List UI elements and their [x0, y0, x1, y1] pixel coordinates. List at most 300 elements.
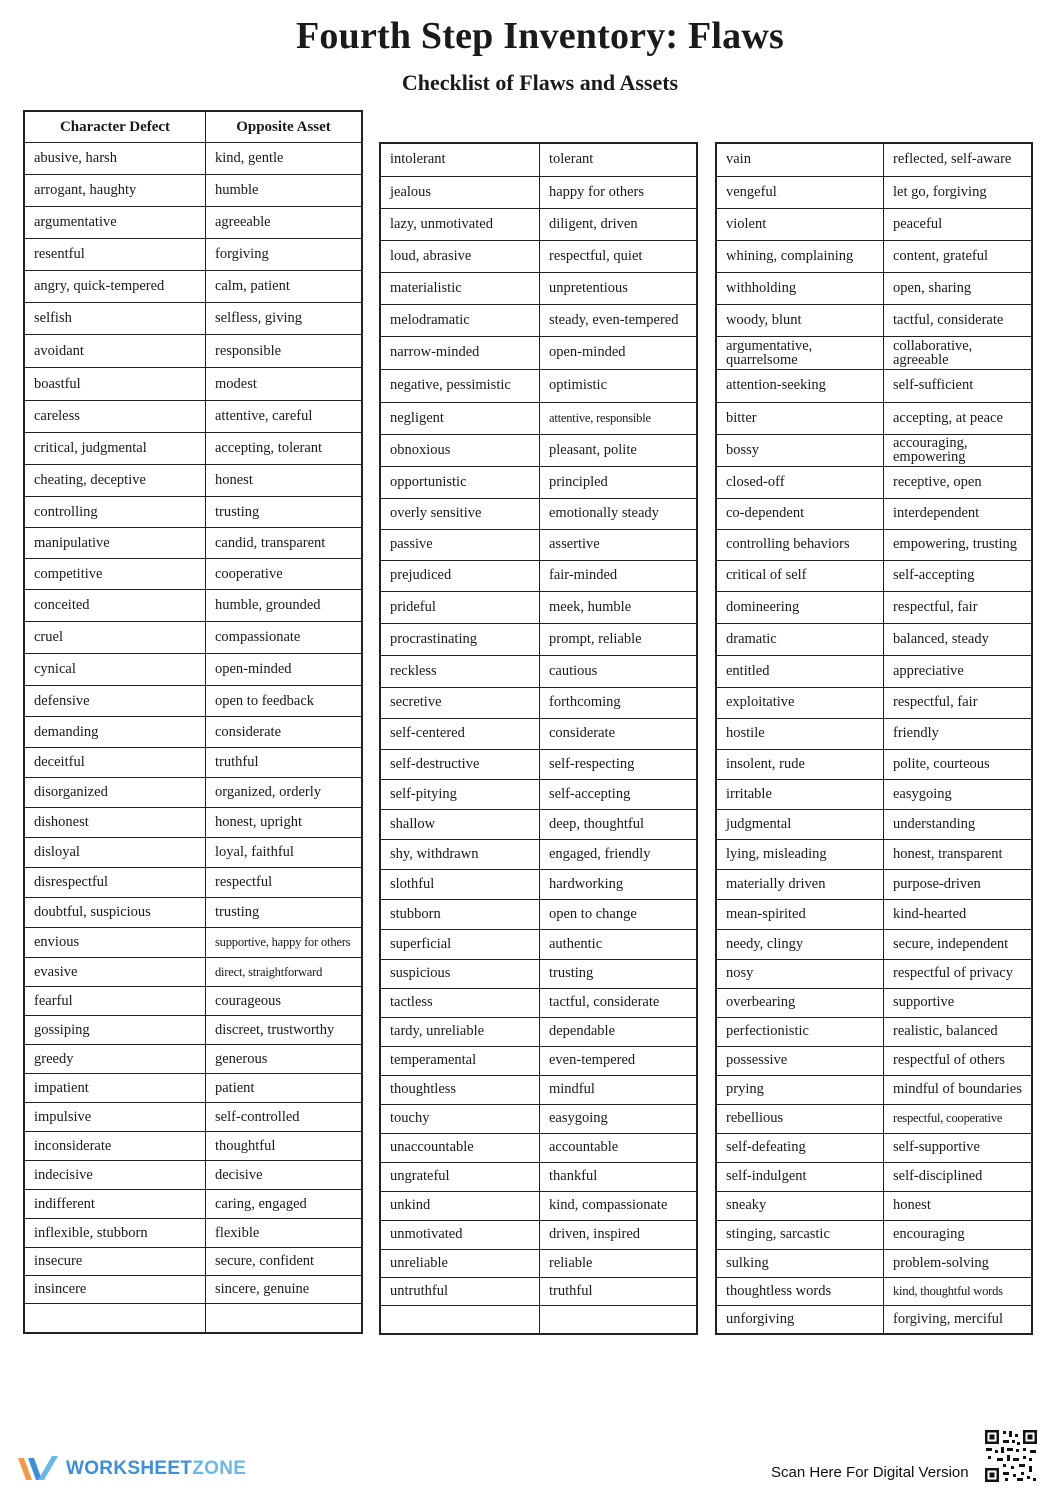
opposite-asset-cell: hardworking — [540, 869, 698, 899]
table-row — [716, 466, 1032, 498]
table-row — [24, 987, 362, 1016]
opposite-asset-cell: tolerant — [540, 143, 698, 176]
character-defect-cell: stinging, sarcastic — [716, 1220, 884, 1249]
opposite-asset-cell: open to feedback — [206, 686, 363, 717]
opposite-asset-cell: principled — [540, 466, 698, 498]
character-defect-cell: boastful — [24, 368, 206, 401]
table-row — [380, 988, 697, 1017]
table-row — [380, 529, 697, 560]
character-defect-cell: melodramatic — [380, 304, 540, 336]
character-defect-cell: prideful — [380, 591, 540, 623]
worksheetzone-logo-icon — [16, 1452, 60, 1486]
opposite-asset-cell: reliable — [540, 1249, 698, 1277]
opposite-asset-cell: agreeable — [206, 207, 363, 239]
character-defect-cell: suspicious — [380, 959, 540, 988]
character-defect-cell: exploitative — [716, 687, 884, 718]
table-row — [380, 809, 697, 839]
opposite-asset-cell: trusting — [206, 497, 363, 528]
table-row — [380, 929, 697, 959]
character-defect-cell: prejudiced — [380, 560, 540, 591]
table-row — [380, 434, 697, 466]
character-defect-cell: controlling behaviors — [716, 529, 884, 560]
character-defect-cell: prying — [716, 1075, 884, 1104]
table-row — [380, 839, 697, 869]
character-defect-cell: materially driven — [716, 869, 884, 899]
table-row — [380, 1046, 697, 1075]
opposite-asset-cell: thankful — [540, 1162, 698, 1191]
character-defect-cell: jealous — [380, 176, 540, 208]
opposite-asset-cell: humble — [206, 175, 363, 207]
table-row — [24, 748, 362, 778]
table-row — [716, 929, 1032, 959]
opposite-asset-cell: generous — [206, 1045, 363, 1074]
character-defect-cell: cruel — [24, 622, 206, 654]
table-row — [380, 1104, 697, 1133]
character-defect-cell: unmotivated — [380, 1220, 540, 1249]
character-defect-cell: inconsiderate — [24, 1132, 206, 1161]
character-defect-cell: narrow-minded — [380, 336, 540, 369]
table-row — [24, 401, 362, 433]
character-defect-cell: conceited — [24, 590, 206, 622]
table-row — [716, 959, 1032, 988]
opposite-asset-cell: accepting, at peace — [884, 402, 1032, 434]
opposite-asset-cell: receptive, open — [884, 466, 1032, 498]
opposite-asset-cell: open to change — [540, 899, 698, 929]
character-defect-cell — [380, 1305, 540, 1334]
table-row — [716, 176, 1032, 208]
character-defect-cell: greedy — [24, 1045, 206, 1074]
opposite-asset-cell: driven, inspired — [540, 1220, 698, 1249]
opposite-asset-cell: flexible — [206, 1219, 363, 1248]
opposite-asset-cell: cautious — [540, 655, 698, 687]
opposite-asset-cell: self-supportive — [884, 1133, 1032, 1162]
table-row — [24, 271, 362, 303]
character-defect-cell: gossiping — [24, 1016, 206, 1045]
opposite-asset-cell: open, sharing — [884, 272, 1032, 304]
table-row — [24, 717, 362, 748]
character-defect-cell: untruthful — [380, 1277, 540, 1305]
opposite-asset-cell: kind, gentle — [206, 143, 363, 175]
table-row — [380, 176, 697, 208]
opposite-asset-cell: dependable — [540, 1017, 698, 1046]
character-defect-cell: sneaky — [716, 1191, 884, 1220]
character-defect-cell: judgmental — [716, 809, 884, 839]
opposite-asset-cell: considerate — [540, 718, 698, 749]
opposite-asset-cell: steady, even-tempered — [540, 304, 698, 336]
table-row — [24, 465, 362, 497]
opposite-asset-cell: open-minded — [540, 336, 698, 369]
table-row — [380, 369, 697, 402]
table-row — [24, 622, 362, 654]
table-row — [716, 1191, 1032, 1220]
character-defect-cell: ungrateful — [380, 1162, 540, 1191]
character-defect-cell: negative, pessimistic — [380, 369, 540, 402]
logo-text — [66, 1458, 246, 1480]
table-row — [716, 749, 1032, 779]
opposite-asset-cell: friendly — [884, 718, 1032, 749]
scan-prompt: Scan Here For Digital Version — [771, 1464, 969, 1481]
character-defect-cell: woody, blunt — [716, 304, 884, 336]
opposite-asset-cell: happy for others — [540, 176, 698, 208]
opposite-asset-cell: secure, independent — [884, 929, 1032, 959]
opposite-asset-cell: engaged, friendly — [540, 839, 698, 869]
table-row — [716, 272, 1032, 304]
table-row — [716, 498, 1032, 529]
table-row — [380, 498, 697, 529]
table-row — [716, 336, 1032, 369]
character-defect-cell: self-centered — [380, 718, 540, 749]
character-defect-cell: closed-off — [716, 466, 884, 498]
table-row — [380, 466, 697, 498]
opposite-asset-cell: caring, engaged — [206, 1190, 363, 1219]
character-defect-cell: disrespectful — [24, 868, 206, 898]
table-row — [24, 838, 362, 868]
opposite-asset-cell: emotionally steady — [540, 498, 698, 529]
opposite-asset-cell: accountable — [540, 1133, 698, 1162]
opposite-asset-cell: modest — [206, 368, 363, 401]
opposite-asset-cell: kind, compassionate — [540, 1191, 698, 1220]
character-defect-cell: withholding — [716, 272, 884, 304]
opposite-asset-cell: self-accepting — [540, 779, 698, 809]
logo-text-zone: ZONE — [192, 1458, 247, 1479]
character-defect-cell: argumentative — [24, 207, 206, 239]
opposite-asset-cell: peaceful — [884, 208, 1032, 240]
table-row — [716, 988, 1032, 1017]
table-row — [380, 687, 697, 718]
character-defect-cell: cheating, deceptive — [24, 465, 206, 497]
character-defect-cell: secretive — [380, 687, 540, 718]
table-row — [24, 1103, 362, 1132]
table-row — [380, 560, 697, 591]
character-defect-cell: slothful — [380, 869, 540, 899]
opposite-asset-cell: trusting — [206, 898, 363, 928]
table-row — [24, 335, 362, 368]
character-defect-cell: manipulative — [24, 528, 206, 559]
character-defect-cell: abusive, harsh — [24, 143, 206, 175]
table-row — [380, 718, 697, 749]
opposite-asset-cell: thoughtful — [206, 1132, 363, 1161]
opposite-asset-cell: calm, patient — [206, 271, 363, 303]
character-defect-cell: obnoxious — [380, 434, 540, 466]
opposite-asset-cell: decisive — [206, 1161, 363, 1190]
table-row — [380, 655, 697, 687]
character-defect-cell: attention-seeking — [716, 369, 884, 402]
opposite-asset-cell: forgiving, merciful — [884, 1305, 1032, 1334]
table-row — [24, 808, 362, 838]
character-defect-cell: bossy — [716, 434, 884, 466]
character-defect-cell: arrogant, haughty — [24, 175, 206, 207]
opposite-asset-cell: attentive, responsible — [540, 402, 698, 434]
opposite-asset-cell: easygoing — [540, 1104, 698, 1133]
character-defect-cell: deceitful — [24, 748, 206, 778]
character-defect-cell: fearful — [24, 987, 206, 1016]
table-row — [716, 591, 1032, 623]
opposite-asset-cell: accouraging, empowering — [884, 434, 1032, 466]
table-row — [24, 1016, 362, 1045]
character-defect-cell: superficial — [380, 929, 540, 959]
character-defect-cell: entitled — [716, 655, 884, 687]
opposite-asset-cell: kind, thoughtful words — [884, 1277, 1032, 1305]
table-body-2 — [380, 143, 697, 1334]
table-row — [24, 958, 362, 987]
opposite-asset-cell: pleasant, polite — [540, 434, 698, 466]
opposite-asset-cell: respectful, quiet — [540, 240, 698, 272]
table-row — [380, 1162, 697, 1191]
opposite-asset-cell: realistic, balanced — [884, 1017, 1032, 1046]
character-defect-cell: unforgiving — [716, 1305, 884, 1334]
table-row — [380, 143, 697, 176]
table-row — [380, 240, 697, 272]
opposite-asset-cell: understanding — [884, 809, 1032, 839]
table-row — [380, 779, 697, 809]
opposite-asset-cell: easygoing — [884, 779, 1032, 809]
character-defect-cell: shallow — [380, 809, 540, 839]
table-row — [716, 402, 1032, 434]
table-row — [380, 959, 697, 988]
table-row — [380, 1249, 697, 1277]
character-defect-cell: self-defeating — [716, 1133, 884, 1162]
opposite-asset-cell: authentic — [540, 929, 698, 959]
character-defect-cell: passive — [380, 529, 540, 560]
table-row — [24, 1045, 362, 1074]
character-defect-cell: nosy — [716, 959, 884, 988]
character-defect-cell: hostile — [716, 718, 884, 749]
character-defect-cell: irritable — [716, 779, 884, 809]
character-defect-cell: envious — [24, 928, 206, 958]
table-row — [24, 1132, 362, 1161]
character-defect-cell: avoidant — [24, 335, 206, 368]
character-defect-cell: tardy, unreliable — [380, 1017, 540, 1046]
table-row — [716, 687, 1032, 718]
opposite-asset-cell: encouraging — [884, 1220, 1032, 1249]
table-row — [380, 1191, 697, 1220]
opposite-asset-cell: direct, straightforward — [206, 958, 363, 987]
opposite-asset-cell: self-disciplined — [884, 1162, 1032, 1191]
character-defect-cell: unkind — [380, 1191, 540, 1220]
opposite-asset-cell: patient — [206, 1074, 363, 1103]
table-row — [716, 1017, 1032, 1046]
table-row — [716, 899, 1032, 929]
opposite-asset-cell: discreet, trustworthy — [206, 1016, 363, 1045]
opposite-asset-cell: sincere, genuine — [206, 1276, 363, 1304]
opposite-asset-cell: honest — [206, 465, 363, 497]
character-defect-cell: angry, quick-tempered — [24, 271, 206, 303]
opposite-asset-cell: responsible — [206, 335, 363, 368]
table-row — [24, 175, 362, 207]
opposite-asset-cell: self-accepting — [884, 560, 1032, 591]
character-defect-cell: self-indulgent — [716, 1162, 884, 1191]
opposite-asset-cell: prompt, reliable — [540, 623, 698, 655]
opposite-asset-cell: truthful — [540, 1277, 698, 1305]
opposite-asset-cell: honest, transparent — [884, 839, 1032, 869]
character-defect-cell: self-destructive — [380, 749, 540, 779]
table-row — [380, 899, 697, 929]
character-defect-cell: mean-spirited — [716, 899, 884, 929]
table-row — [24, 368, 362, 401]
table-row — [716, 560, 1032, 591]
opposite-asset-cell: respectful — [206, 868, 363, 898]
table-row — [380, 304, 697, 336]
character-defect-cell: resentful — [24, 239, 206, 271]
opposite-asset-cell: self-respecting — [540, 749, 698, 779]
opposite-asset-cell: even-tempered — [540, 1046, 698, 1075]
opposite-asset-cell: trusting — [540, 959, 698, 988]
table-row — [716, 655, 1032, 687]
character-defect-cell: reckless — [380, 655, 540, 687]
opposite-asset-cell: selfless, giving — [206, 303, 363, 335]
opposite-asset-cell: attentive, careful — [206, 401, 363, 433]
character-defect-cell: vengeful — [716, 176, 884, 208]
table-row — [380, 749, 697, 779]
character-defect-cell: lying, misleading — [716, 839, 884, 869]
character-defect-cell: violent — [716, 208, 884, 240]
page-title: Fourth Step Inventory: Flaws — [296, 15, 784, 57]
opposite-asset-cell: self-sufficient — [884, 369, 1032, 402]
table-row — [716, 869, 1032, 899]
character-defect-cell: overly sensitive — [380, 498, 540, 529]
opposite-asset-cell: humble, grounded — [206, 590, 363, 622]
table-row — [380, 1220, 697, 1249]
opposite-asset-cell: tactful, considerate — [884, 304, 1032, 336]
character-defect-cell: controlling — [24, 497, 206, 528]
qr-code-icon[interactable] — [983, 1428, 1039, 1484]
character-defect-cell: vain — [716, 143, 884, 176]
character-defect-cell: co-dependent — [716, 498, 884, 529]
opposite-asset-cell: loyal, faithful — [206, 838, 363, 868]
table-row — [716, 1305, 1032, 1334]
opposite-asset-cell: honest, upright — [206, 808, 363, 838]
table-header-row — [24, 111, 362, 143]
character-defect-cell: rebellious — [716, 1104, 884, 1133]
table-row — [716, 1220, 1032, 1249]
character-defect-cell: thoughtless words — [716, 1277, 884, 1305]
opposite-asset-cell: supportive, happy for others — [206, 928, 363, 958]
opposite-asset-cell: accepting, tolerant — [206, 433, 363, 465]
table-row — [24, 433, 362, 465]
opposite-asset-cell: content, grateful — [884, 240, 1032, 272]
character-defect-cell: competitive — [24, 559, 206, 590]
opposite-asset-cell: compassionate — [206, 622, 363, 654]
worksheetzone-logo[interactable] — [16, 1452, 246, 1486]
inventory-table-2 — [379, 142, 698, 1335]
table-row — [24, 1304, 362, 1333]
table-row — [716, 809, 1032, 839]
character-defect-cell: shy, withdrawn — [380, 839, 540, 869]
character-defect-cell — [24, 1304, 206, 1333]
inventory-table-1 — [23, 110, 363, 1334]
character-defect-cell: indecisive — [24, 1161, 206, 1190]
table-row — [24, 1219, 362, 1248]
table-row — [716, 143, 1032, 176]
opposite-asset-cell: supportive — [884, 988, 1032, 1017]
table-row — [716, 1075, 1032, 1104]
opposite-asset-cell: diligent, driven — [540, 208, 698, 240]
opposite-asset-cell: unpretentious — [540, 272, 698, 304]
table-row — [24, 1074, 362, 1103]
character-defect-cell: insolent, rude — [716, 749, 884, 779]
opposite-asset-cell: interdependent — [884, 498, 1032, 529]
table-row — [716, 208, 1032, 240]
opposite-asset-cell: balanced, steady — [884, 623, 1032, 655]
opposite-asset-cell: mindful of boundaries — [884, 1075, 1032, 1104]
character-defect-cell: whining, complaining — [716, 240, 884, 272]
character-defect-cell: defensive — [24, 686, 206, 717]
table-row — [380, 869, 697, 899]
opposite-asset-cell: let go, forgiving — [884, 176, 1032, 208]
table-row — [716, 369, 1032, 402]
opposite-asset-cell: courageous — [206, 987, 363, 1016]
table-row — [24, 868, 362, 898]
table-row — [24, 898, 362, 928]
opposite-asset-cell: cooperative — [206, 559, 363, 590]
opposite-asset-cell: honest — [884, 1191, 1032, 1220]
table-body-1 — [24, 143, 362, 1333]
character-defect-cell: impulsive — [24, 1103, 206, 1132]
opposite-asset-cell: forgiving — [206, 239, 363, 271]
character-defect-cell: insincere — [24, 1276, 206, 1304]
character-defect-cell: materialistic — [380, 272, 540, 304]
opposite-asset-cell: problem-solving — [884, 1249, 1032, 1277]
opposite-asset-cell: appreciative — [884, 655, 1032, 687]
table-row — [716, 434, 1032, 466]
character-defect-cell: opportunistic — [380, 466, 540, 498]
character-defect-cell: loud, abrasive — [380, 240, 540, 272]
table-row — [716, 1104, 1032, 1133]
table-row — [716, 1162, 1032, 1191]
opposite-asset-cell: optimistic — [540, 369, 698, 402]
opposite-asset-cell: respectful, fair — [884, 591, 1032, 623]
character-defect-cell: negligent — [380, 402, 540, 434]
opposite-asset-cell: respectful, cooperative — [884, 1104, 1032, 1133]
table-row — [716, 718, 1032, 749]
table-row — [716, 839, 1032, 869]
character-defect-cell: disorganized — [24, 778, 206, 808]
character-defect-cell: lazy, unmotivated — [380, 208, 540, 240]
opposite-asset-cell: meek, humble — [540, 591, 698, 623]
opposite-asset-cell: respectful of privacy — [884, 959, 1032, 988]
character-defect-cell: evasive — [24, 958, 206, 987]
opposite-asset-cell: empowering, trusting — [884, 529, 1032, 560]
table-row — [716, 623, 1032, 655]
table-row — [24, 654, 362, 686]
table-row — [24, 239, 362, 271]
table-row — [24, 1161, 362, 1190]
table-row — [24, 1248, 362, 1276]
table-row — [380, 272, 697, 304]
character-defect-cell: intolerant — [380, 143, 540, 176]
opposite-asset-cell: truthful — [206, 748, 363, 778]
opposite-asset-cell: purpose-driven — [884, 869, 1032, 899]
opposite-asset-cell: open-minded — [206, 654, 363, 686]
table-row — [380, 1017, 697, 1046]
page-subtitle: Checklist of Flaws and Assets — [401, 70, 679, 95]
opposite-asset-cell — [206, 1304, 363, 1333]
opposite-asset-cell: considerate — [206, 717, 363, 748]
opposite-asset-cell: polite, courteous — [884, 749, 1032, 779]
opposite-asset-cell: tactful, considerate — [540, 988, 698, 1017]
character-defect-cell: procrastinating — [380, 623, 540, 655]
opposite-asset-cell: kind-hearted — [884, 899, 1032, 929]
opposite-asset-cell: respectful, fair — [884, 687, 1032, 718]
opposite-asset-cell: assertive — [540, 529, 698, 560]
table-row — [716, 1133, 1032, 1162]
character-defect-cell: inflexible, stubborn — [24, 1219, 206, 1248]
character-defect-cell: demanding — [24, 717, 206, 748]
character-defect-cell: overbearing — [716, 988, 884, 1017]
table-row — [380, 1075, 697, 1104]
inventory-table-3 — [715, 142, 1033, 1335]
logo-text-worksheet: WORKSHEET — [66, 1458, 193, 1479]
